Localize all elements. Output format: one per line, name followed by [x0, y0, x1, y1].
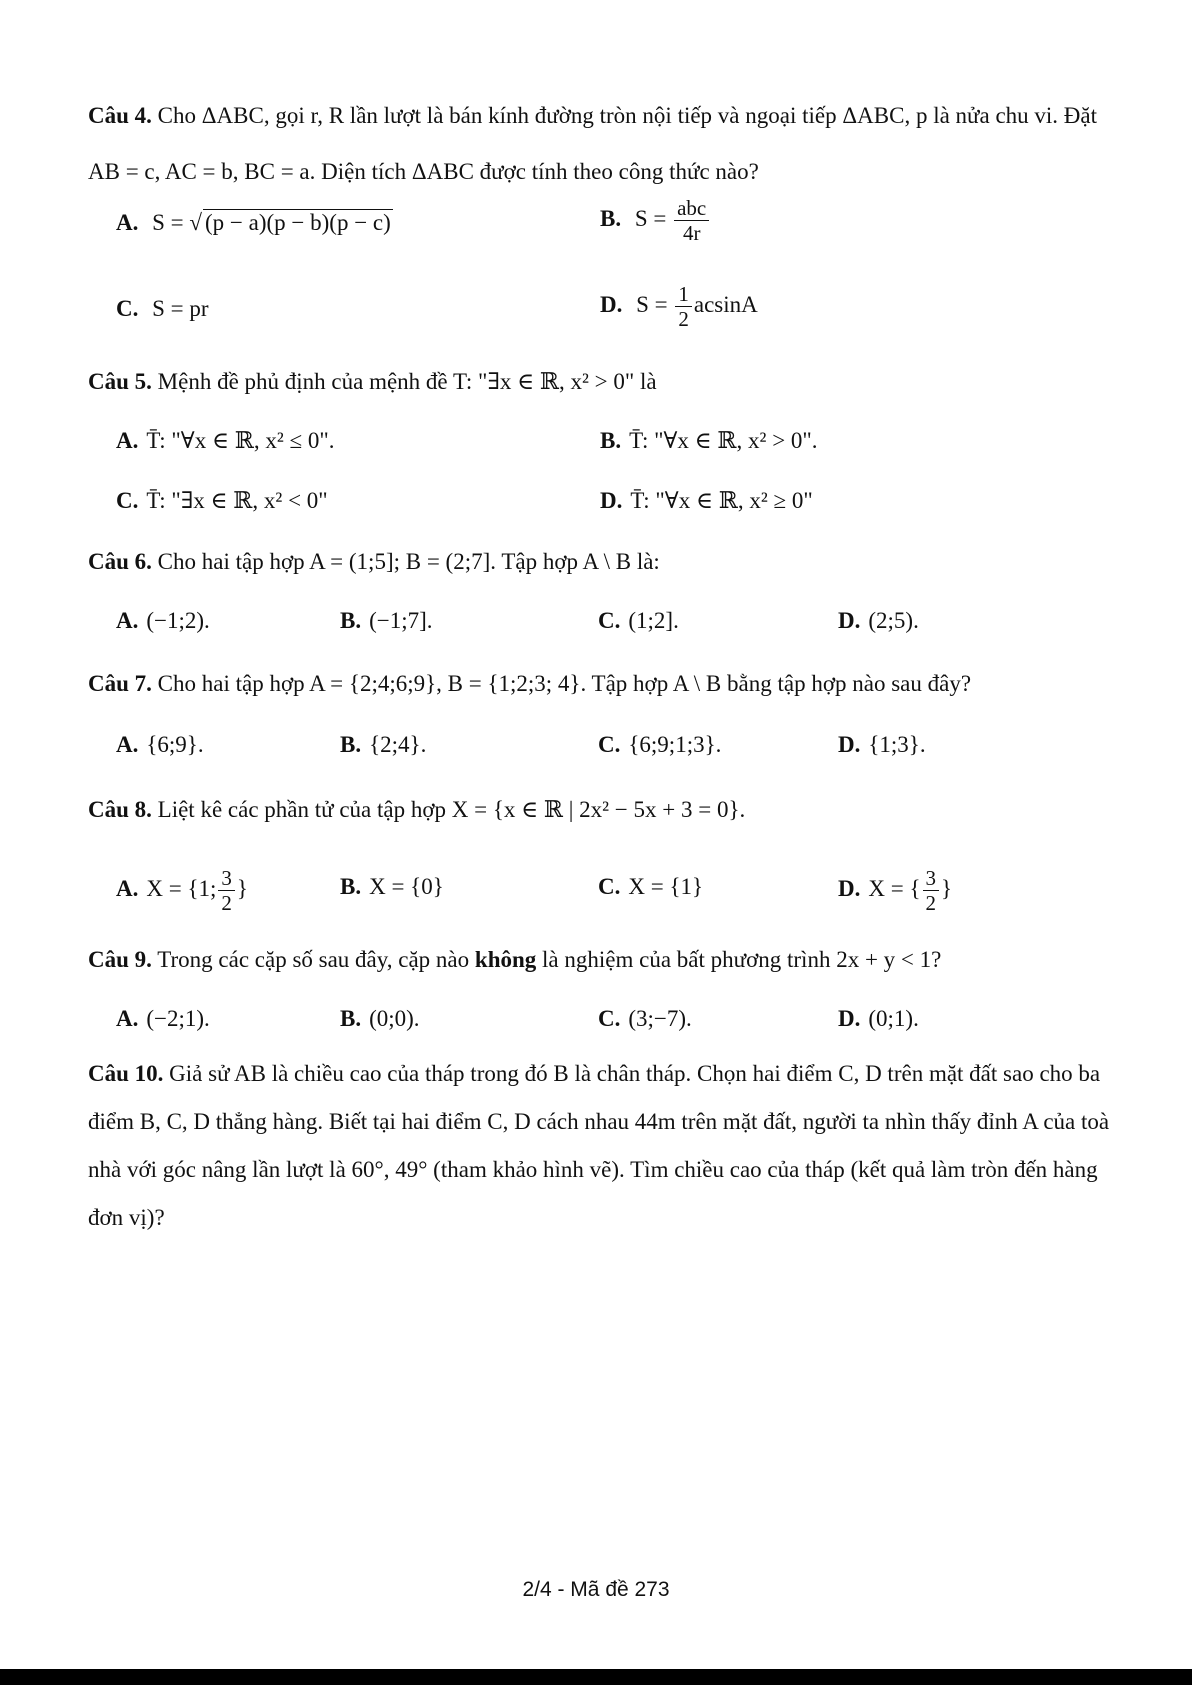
- fraction: $\frac{1}{2}$: [675, 282, 692, 331]
- question-label: Câu 8.: [88, 797, 152, 822]
- option-b[interactable]: B. {2;4}.: [340, 732, 427, 757]
- option-c[interactable]: C. {6;9;1;3}.: [598, 732, 722, 757]
- option-c[interactable]: C. (1;2].: [598, 608, 679, 633]
- option-c[interactable]: C. S = pr: [116, 296, 209, 321]
- option-b[interactable]: B. T̄: "∀x ∈ ℝ, x² > 0".: [600, 428, 818, 453]
- fraction: $\frac{\text{abc}}{4r}$: [674, 196, 709, 245]
- fraction: $\frac{3}{2}$: [923, 866, 940, 915]
- fraction: $\frac{3}{2}$: [218, 866, 235, 915]
- option-d[interactable]: D. X = { $\frac{3}{2}$ }: [838, 866, 953, 915]
- question-emphasis: không: [474, 947, 537, 972]
- question-label: Câu 10.: [88, 1061, 164, 1086]
- option-b[interactable]: B. S = $\frac{\text{abc}}{4r}$: [600, 196, 711, 245]
- scan-border: [0, 1669, 1192, 1685]
- option-d[interactable]: D. (0;1).: [838, 1006, 919, 1031]
- question-8: [88, 782, 1128, 838]
- option-a[interactable]: A. S = √ (p − a)(p − b)(p − c): [116, 210, 391, 235]
- option-a[interactable]: A. {6;9}.: [116, 732, 204, 757]
- option-d[interactable]: D. (2;5).: [838, 608, 919, 633]
- question-4: [88, 88, 1128, 200]
- option-d[interactable]: D. {1;3}.: [838, 732, 926, 757]
- option-c[interactable]: C. X = {1}: [598, 874, 704, 899]
- question-text: Liệt kê các phần tử của tập hợp X = {x ∈ ℝ | 2x² − 5x + 3 = 0}.: [157, 797, 746, 822]
- question-label: Câu 4.: [88, 103, 152, 128]
- question-label: Câu 5.: [88, 369, 152, 394]
- question-text: là nghiệm của bất phương trình 2x + y < 1?: [542, 947, 942, 972]
- option-b[interactable]: B. X = {0}: [340, 874, 444, 899]
- option-d[interactable]: D. S = $\frac{1}{2}$ acsinA: [600, 282, 758, 331]
- option-b[interactable]: B. (−1;7].: [340, 608, 433, 633]
- option-c[interactable]: C. (3;−7).: [598, 1006, 692, 1031]
- question-7: [88, 656, 1128, 712]
- question-label: Câu 7.: [88, 671, 152, 696]
- option-d[interactable]: D. T̄: "∀x ∈ ℝ, x² ≥ 0": [600, 488, 813, 513]
- question-label: Câu 9.: [88, 947, 152, 972]
- page-footer: 2/4 - Mã đề 273: [522, 1578, 670, 1601]
- question-5: [88, 354, 1128, 410]
- question-text: Trong các cặp số sau đây, cặp nào: [157, 947, 470, 972]
- question-6: [88, 534, 1128, 590]
- question-text: Giả sử AB là chiều cao của tháp trong đó B là chân tháp. Chọn hai điểm C, D trên mặt đất sao cho ba điểm B, C, D thẳng hàng. Biết tại hai điểm C, D cách nhau 44m trên mặt đất, người ta nhìn thấy đỉnh A của toà nhà với góc nâng lần lượt là 60°, 49° (tham khảo hình vẽ). Tìm chiều cao của tháp (kết quả làm tròn đến hàng đơn vị)?: [88, 1061, 1110, 1230]
- question-text: Cho hai tập hợp A = {2;4;6;9}, B = {1;2;3; 4}. Tập hợp A \ B bằng tập hợp nào sau đây?: [157, 671, 972, 696]
- question-9: [88, 932, 1128, 988]
- option-a[interactable]: A. T̄: "∀x ∈ ℝ, x² ≤ 0".: [116, 428, 335, 453]
- option-a[interactable]: A. X = {1; $\frac{3}{2}$ }: [116, 866, 248, 915]
- question-text: Cho hai tập hợp A = (1;5]; B = (2;7]. Tập hợp A \ B là:: [157, 549, 660, 574]
- option-a[interactable]: A. (−2;1).: [116, 1006, 210, 1031]
- option-c[interactable]: C. T̄: "∃x ∈ ℝ, x² < 0": [116, 488, 328, 513]
- question-10: [88, 1050, 1128, 1242]
- question-text: Cho ΔABC, gọi r, R lần lượt là bán kính đường tròn nội tiếp và ngoại tiếp ΔABC, p là nửa chu vi. Đặt AB = c, AC = b, BC = a. Diện tích ΔABC được tính theo công thức nào?: [88, 103, 1098, 184]
- option-a[interactable]: A. (−1;2).: [116, 608, 210, 633]
- question-text: Mệnh đề phủ định của mệnh đề T: "∃x ∈ ℝ, x² > 0" là: [157, 369, 657, 394]
- question-label: Câu 6.: [88, 549, 152, 574]
- option-b[interactable]: B. (0;0).: [340, 1006, 420, 1031]
